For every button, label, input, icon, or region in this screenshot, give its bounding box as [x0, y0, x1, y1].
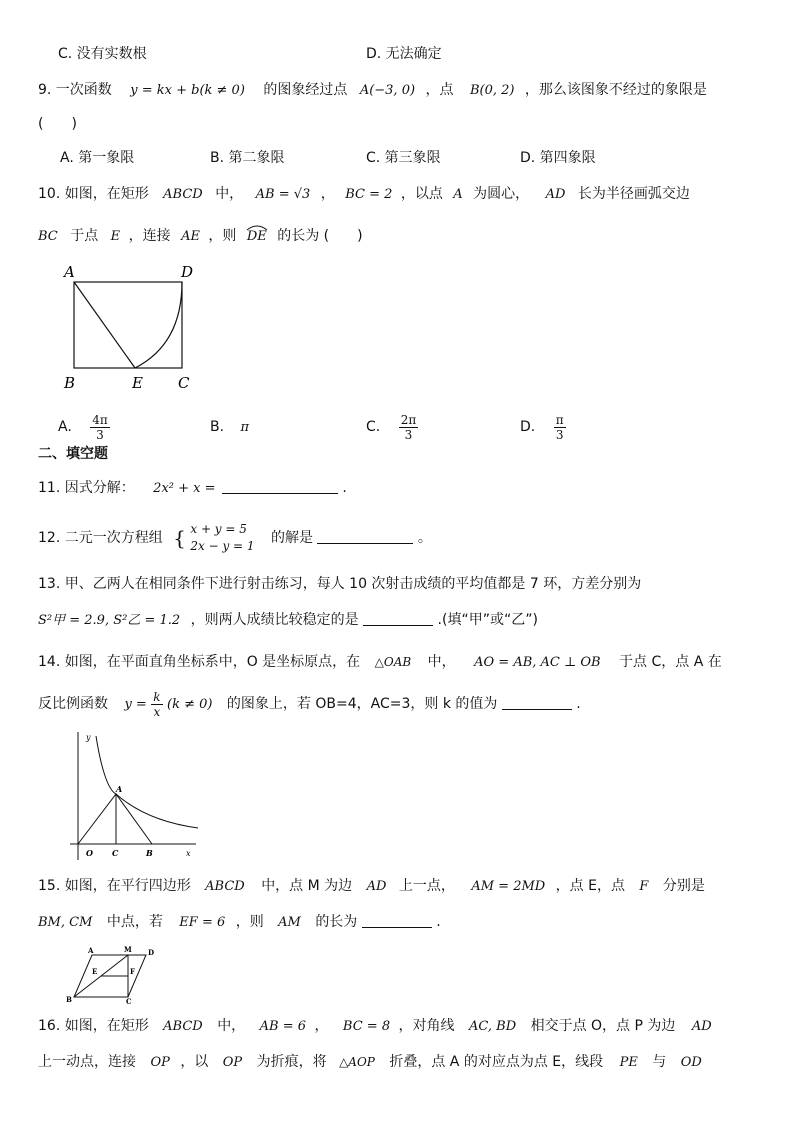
q10-option-b-value: π [240, 420, 250, 435]
q15-suffix2: 分别是 [662, 878, 705, 894]
q9-prefix: 9. 一次函数 [38, 82, 112, 98]
q15-line2-a: 中点，若 [106, 914, 163, 930]
q10-option-b [210, 412, 249, 443]
q14-label-a: A [116, 784, 123, 794]
q10-suffix: 长为半径画弧交边 [577, 186, 690, 202]
question-14 [38, 652, 722, 673]
q10-line2-a: 于点 [70, 228, 99, 244]
q15-label-b: B [66, 995, 72, 1004]
q15-label-f: F [130, 967, 135, 976]
q12-suffix: 的解是 [271, 530, 313, 546]
q15-mid2: 上一点， [398, 878, 455, 894]
section-heading: 二、填空题 [38, 446, 108, 462]
q9-point-b: B(0, 2) [469, 83, 515, 98]
q10-option-a [58, 412, 110, 442]
question-12 [38, 518, 432, 558]
q16-op: OP [150, 1055, 170, 1070]
q10-line2 [38, 226, 363, 247]
q10-option-a-den: 3 [96, 427, 104, 442]
q10-comma: ， [320, 186, 335, 202]
q10-ab: AB = √3 [255, 187, 311, 202]
q15-line2 [38, 912, 441, 933]
q9-mid1: 的图象经过点 [263, 82, 348, 98]
q10-option-c-den: 3 [404, 427, 413, 442]
q13-suffix: ，则两人成绩比较稳定的是 [190, 612, 359, 628]
q16-acbd: AC, BD [469, 1019, 517, 1034]
q10-mid3: 为圆心， [473, 186, 530, 202]
q10-rectangle [74, 282, 182, 368]
q10-option-a-fraction [90, 413, 110, 442]
q14-line2 [38, 688, 581, 721]
q10-label-a: A [64, 263, 75, 281]
q14-func-num: k [153, 689, 161, 704]
q10-mid1: 中， [215, 186, 244, 202]
q14-label-x: x [186, 849, 191, 858]
q14-answer-blank[interactable] [502, 695, 572, 710]
q15-ad: AD [366, 879, 387, 894]
q15-prefix: 15. 如图，在平行四边形 [38, 878, 191, 894]
q10-label-c: C [178, 374, 190, 392]
q16-ab: AB = 6 [259, 1019, 307, 1034]
q16-op2: OP [222, 1055, 243, 1070]
q14-figure [66, 728, 202, 864]
q10-option-d-fraction [554, 413, 566, 442]
q15-label-e: E [92, 967, 98, 976]
q15-am-var: AM [278, 915, 301, 930]
q10-rect: ABCD [163, 187, 203, 202]
q10-mid2: ，以点 [400, 186, 443, 202]
q14-prefix: 14. 如图，在平面直角坐标系中，O 是坐标原点，在 [38, 654, 361, 670]
q14-triangle: △OAB [374, 655, 412, 669]
q14-hyperbola [96, 736, 198, 828]
question-10 [38, 184, 690, 205]
q15-bm-cm: BM, CM [38, 915, 93, 930]
q13-line2 [38, 610, 538, 631]
q10-option-c-label: C. [366, 419, 381, 435]
q14-func-den: x [153, 704, 161, 719]
q10-option-d-label: D. [520, 419, 536, 435]
q14-mid: 中， [427, 654, 456, 670]
q15-line2-b: ，则 [235, 914, 264, 930]
q12-answer-blank[interactable] [317, 529, 413, 544]
q10-line2-b: ，连接 [128, 228, 171, 244]
q10-bc: BC = 2 [345, 187, 393, 202]
q10-option-d [520, 412, 566, 442]
q9-option-c: C. 第三象限 [366, 150, 441, 166]
q14-end: . [576, 696, 581, 712]
q15-label-a: A [88, 946, 94, 955]
q14-line2-b: 的图象上，若 OB=4，AC=3，则 k 的值为 [226, 696, 498, 712]
q10-label-d: D [181, 263, 194, 281]
q16-comma: ， [314, 1018, 329, 1034]
q10-arc-de [247, 227, 267, 247]
q10-option-a-num: 4π [92, 412, 108, 427]
q9-option-d: D. 第四象限 [520, 150, 596, 166]
q8-option-c: C. 没有实数根 [58, 46, 147, 62]
q15-label-c: C [126, 997, 132, 1004]
q15-ef: EF = 6 [179, 915, 226, 930]
q16-mid1: 中， [217, 1018, 246, 1034]
q10-line2-e: E [110, 229, 121, 244]
q10-line2-d: 的长为 ( ) [277, 228, 363, 244]
q14-suffix: 于点 C，点 A 在 [619, 654, 722, 670]
q12-eq2: 2x − y = 1 [190, 539, 255, 553]
q16-line2-c: 为折痕，将 [256, 1054, 327, 1070]
q15-mid1: 中，点 M 为边 [261, 878, 353, 894]
q13-answer-blank[interactable] [363, 611, 433, 626]
q10-label-e: E [132, 374, 143, 392]
q10-option-c-fraction [399, 413, 419, 442]
q10-a: A [453, 187, 463, 202]
q16-prefix: 16. 如图，在矩形 [38, 1018, 149, 1034]
q11-end: . [342, 480, 347, 496]
q15-label-m: M [124, 945, 132, 954]
question-9 [38, 80, 707, 101]
q9-option-b: B. 第二象限 [210, 150, 285, 166]
q13-end: .(填“甲”或“乙”) [437, 612, 538, 628]
q14-func-y: y = [124, 697, 147, 712]
arc-icon [246, 223, 268, 231]
q14-line2-a: 反比例函数 [38, 696, 108, 712]
q12-brace: { [173, 526, 186, 550]
q13-line1: 13. 甲、乙两人在相同条件下进行射击练习，每人 10 次射击成绩的平均值都是 7 环，方差分别为 [38, 576, 642, 592]
q12-system [190, 521, 254, 555]
q10-segment-ae [74, 282, 135, 368]
q15-label-d: D [148, 948, 155, 957]
q10-line2-c: ，则 [208, 228, 237, 244]
q9-option-a: A. 第一象限 [60, 150, 135, 166]
question-15 [38, 876, 705, 897]
q14-label-c: C [112, 848, 119, 858]
q9-mid2: ，点 [425, 82, 454, 98]
q12-prefix: 12. 二元一次方程组 [38, 530, 163, 546]
q10-option-c-num: 2π [400, 412, 417, 427]
q16-line2-b: ，以 [180, 1054, 209, 1070]
q10-option-d-num: π [555, 412, 564, 427]
q15-parallelogram: ABCD [205, 879, 245, 894]
q16-aop: △AOP [339, 1055, 375, 1069]
q16-line2-a: 上一动点，连接 [38, 1054, 136, 1070]
q14-condition: AO = AB, AC ⊥ OB [474, 655, 601, 670]
q15-am: AM = 2MD [471, 879, 546, 894]
q15-f: F [639, 879, 649, 894]
q10-option-b-label: B. [210, 419, 225, 435]
q13-formula: S²甲 = 2.9, S²乙 = 1.2 [38, 613, 181, 628]
q10-arc-label: DE [246, 229, 267, 244]
q10-label-b: B [64, 374, 76, 392]
q16-line2-d: 折叠，点 A 的对应点为点 E，线段 [389, 1054, 604, 1070]
q9-point-a: A(−3, 0) [359, 83, 416, 98]
q16-suffix: 相交于点 O，点 P 为边 [530, 1018, 676, 1034]
q16-line2-e: 与 [652, 1054, 667, 1070]
q11-answer-blank[interactable] [222, 479, 338, 494]
q10-line2-ae: AE [181, 229, 200, 244]
q15-suffix: ，点 E，点 [555, 878, 625, 894]
q14-triangle-oab [78, 794, 152, 844]
q16-rect: ABCD [163, 1019, 203, 1034]
q16-mid2: ，对角线 [398, 1018, 455, 1034]
q14-label-o: O [86, 848, 93, 858]
question-16 [38, 1016, 712, 1037]
q14-func-fraction [151, 690, 162, 719]
q10-arc-path [135, 282, 182, 368]
q15-end: . [436, 914, 441, 930]
q12-end: 。 [417, 530, 432, 546]
q12-eq1: x + y = 5 [190, 522, 247, 536]
q9-answer-paren: ( ) [38, 116, 77, 132]
q14-label-y: y [86, 733, 91, 742]
q10-prefix: 10. 如图，在矩形 [38, 186, 149, 202]
q10-ad: AD [545, 187, 566, 202]
q16-line2 [38, 1052, 702, 1073]
q9-suffix: ，那么该图象不经过的象限是 [524, 82, 707, 98]
q8-option-d: D. 无法确定 [366, 46, 442, 62]
q16-ad: AD [691, 1019, 712, 1034]
q16-bc: BC = 8 [342, 1019, 391, 1034]
q9-function: y = kx + b(k ≠ 0) [130, 83, 245, 98]
q10-option-c [366, 412, 418, 442]
q15-figure [64, 942, 164, 1004]
q10-option-d-den: 3 [555, 427, 564, 442]
q10-option-a-label: A. [58, 419, 72, 435]
q16-od: OD [680, 1055, 702, 1070]
q14-func-k: (k ≠ 0) [167, 697, 213, 712]
q15-answer-blank[interactable] [362, 913, 432, 928]
q10-figure [60, 262, 210, 394]
q10-line2-bc: BC [38, 229, 58, 244]
q15-line2-c: 的长为 [315, 914, 358, 930]
q11-prefix: 11. 因式分解： [38, 480, 135, 496]
q11-expression: 2x² + x = [153, 481, 216, 496]
q14-label-b: B [146, 848, 153, 858]
q16-pe: PE [619, 1055, 638, 1070]
question-11 [38, 478, 347, 499]
